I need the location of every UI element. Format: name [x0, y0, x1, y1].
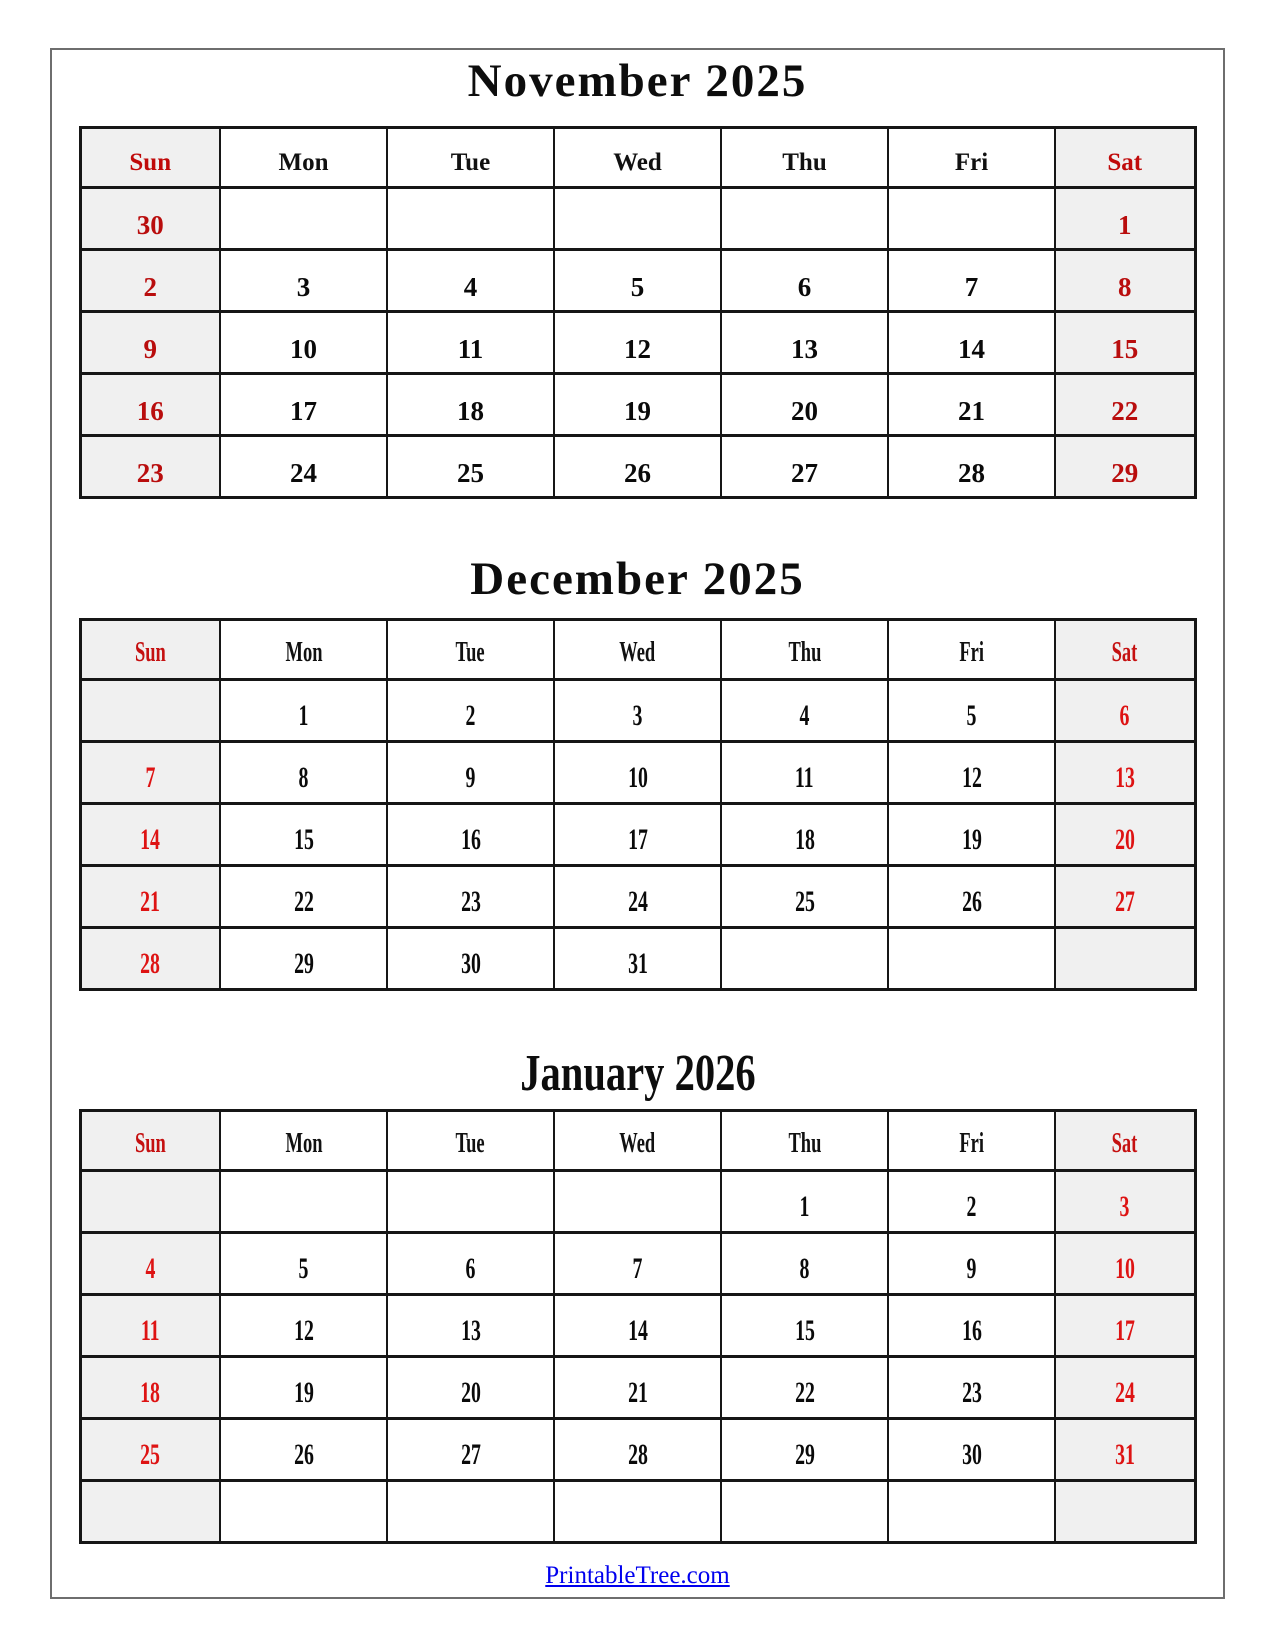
week-row [80, 866, 1195, 928]
weekday-header-thu [721, 128, 888, 188]
day-number: 22 [1111, 396, 1139, 426]
day-cell-14 [80, 804, 220, 866]
day-number: 20 [791, 396, 818, 426]
day-number: 24 [627, 885, 648, 918]
day-cell-empty [1055, 928, 1195, 990]
week-row [80, 1419, 1195, 1481]
week-row [80, 680, 1195, 742]
footer-link[interactable]: PrintableTree.com [545, 1562, 730, 1589]
day-number: 5 [966, 699, 977, 732]
day-cell-20 [721, 374, 888, 436]
day-cell-27 [1055, 866, 1195, 928]
day-number: 3 [632, 699, 643, 732]
day-number: 9 [465, 761, 476, 794]
weekday-header-mon [220, 1111, 387, 1171]
day-cell-5 [220, 1233, 387, 1295]
day-cell-26 [220, 1419, 387, 1481]
day-cell-empty [1055, 1481, 1195, 1543]
day-number: 19 [961, 823, 982, 856]
day-number: 8 [799, 1252, 810, 1285]
day-number: 12 [624, 334, 651, 364]
day-cell-21 [554, 1357, 721, 1419]
day-number: 16 [136, 396, 164, 426]
day-cell-empty [888, 928, 1055, 990]
day-cell-21 [888, 374, 1055, 436]
calendar-title-january-2026 [52, 1045, 1223, 1102]
day-number: 13 [791, 334, 818, 364]
weekday-header-fri [888, 1111, 1055, 1171]
day-number: 2 [143, 272, 157, 302]
day-cell-empty [80, 1171, 220, 1233]
day-number: 2 [465, 699, 476, 732]
day-cell-28 [80, 928, 220, 990]
day-cell-25 [721, 866, 888, 928]
day-number: 13 [460, 1314, 481, 1347]
day-number: 25 [457, 458, 484, 488]
day-number: 15 [293, 823, 314, 856]
day-cell-4 [80, 1233, 220, 1295]
day-number: 17 [1114, 1314, 1135, 1347]
day-number: 28 [958, 458, 985, 488]
day-cell-25 [387, 436, 554, 498]
calendars-container [52, 55, 1223, 1544]
day-number: 6 [797, 272, 812, 302]
day-cell-18 [387, 374, 554, 436]
weekday-header-sat [1055, 128, 1195, 188]
weekday-label: Wed [619, 1128, 656, 1159]
day-number: 19 [293, 1376, 314, 1409]
week-row [80, 250, 1195, 312]
day-cell-24 [220, 436, 387, 498]
day-number: 4 [463, 272, 478, 302]
day-cell-empty [554, 188, 721, 250]
day-number: 26 [961, 885, 982, 918]
day-cell-14 [888, 312, 1055, 374]
day-cell-10 [554, 742, 721, 804]
day-number: 14 [958, 334, 985, 364]
day-cell-20 [387, 1357, 554, 1419]
day-cell-8 [220, 742, 387, 804]
day-cell-3 [554, 680, 721, 742]
day-number: 12 [961, 761, 982, 794]
weekday-label: Mon [278, 149, 329, 176]
day-cell-15 [1055, 312, 1195, 374]
day-number: 8 [1118, 272, 1132, 302]
day-number: 31 [1114, 1438, 1135, 1471]
day-number: 3 [1119, 1190, 1130, 1223]
day-cell-22 [1055, 374, 1195, 436]
day-number: 29 [1111, 458, 1139, 488]
week-row [80, 1171, 1195, 1233]
day-number: 10 [290, 334, 317, 364]
day-cell-3 [1055, 1171, 1195, 1233]
weekday-label: Sun [134, 1128, 166, 1159]
weekday-header-sat [1055, 1111, 1195, 1171]
day-cell-6 [721, 250, 888, 312]
weekday-header-fri [888, 128, 1055, 188]
day-cell-15 [220, 804, 387, 866]
day-cell-23 [888, 1357, 1055, 1419]
day-number: 18 [794, 823, 815, 856]
day-number: 17 [627, 823, 648, 856]
day-cell-29 [220, 928, 387, 990]
day-cell-28 [888, 436, 1055, 498]
day-number: 27 [1114, 885, 1135, 918]
day-number: 4 [799, 699, 810, 732]
week-row [80, 436, 1195, 498]
day-number: 14 [140, 823, 161, 856]
week-row [80, 1233, 1195, 1295]
day-number: 24 [290, 458, 317, 488]
weekday-label: Tue [455, 637, 486, 668]
day-number: 8 [298, 761, 309, 794]
weekday-label: Thu [788, 1128, 821, 1159]
weekday-label: Fri [954, 149, 989, 176]
day-cell-22 [721, 1357, 888, 1419]
weekday-label: Sun [129, 149, 172, 176]
day-number: 24 [1114, 1376, 1135, 1409]
day-cell-empty [721, 1481, 888, 1543]
day-number: 11 [795, 761, 814, 794]
day-cell-16 [888, 1295, 1055, 1357]
day-cell-17 [554, 804, 721, 866]
day-number: 3 [296, 272, 311, 302]
day-number: 23 [136, 458, 164, 488]
day-number: 6 [1119, 699, 1130, 732]
week-row [80, 1481, 1195, 1543]
day-cell-13 [1055, 742, 1195, 804]
day-number: 21 [958, 396, 985, 426]
day-cell-2 [387, 680, 554, 742]
day-number: 5 [298, 1252, 309, 1285]
weekday-header-mon [220, 620, 387, 680]
day-cell-30 [80, 188, 220, 250]
day-cell-31 [554, 928, 721, 990]
day-number: 25 [140, 1438, 161, 1471]
footer [52, 1562, 1223, 1590]
weekday-header-sun [80, 1111, 220, 1171]
day-number: 22 [794, 1376, 815, 1409]
day-number: 13 [1114, 761, 1135, 794]
day-cell-empty [554, 1171, 721, 1233]
weekday-header-sun [80, 620, 220, 680]
day-number: 30 [961, 1438, 982, 1471]
calendar-title-november-2025 [52, 55, 1223, 107]
weekday-label: Tue [450, 149, 491, 176]
day-cell-28 [554, 1419, 721, 1481]
day-cell-11 [80, 1295, 220, 1357]
day-number: 25 [794, 885, 815, 918]
day-cell-empty [387, 1171, 554, 1233]
day-cell-18 [721, 804, 888, 866]
calendar-table-december-2025 [79, 618, 1197, 991]
day-number: 30 [460, 947, 481, 980]
day-number: 17 [290, 396, 317, 426]
day-number: 1 [298, 699, 309, 732]
day-number: 26 [293, 1438, 314, 1471]
weekday-label: Wed [613, 149, 662, 176]
day-cell-21 [80, 866, 220, 928]
day-cell-4 [721, 680, 888, 742]
week-row [80, 374, 1195, 436]
day-cell-1 [721, 1171, 888, 1233]
day-number: 19 [624, 396, 651, 426]
calendar-title-text: November 2025 [467, 55, 808, 107]
weekday-header-tue [387, 620, 554, 680]
day-cell-5 [554, 250, 721, 312]
calendar-table-january-2026 [79, 1109, 1197, 1544]
day-number: 27 [791, 458, 818, 488]
week-row [80, 928, 1195, 990]
calendar-title-text: December 2025 [470, 553, 805, 605]
day-cell-empty [888, 1481, 1055, 1543]
day-cell-30 [387, 928, 554, 990]
day-number: 7 [145, 761, 156, 794]
day-number: 15 [794, 1314, 815, 1347]
weekday-header-sat [1055, 620, 1195, 680]
day-number: 21 [140, 885, 161, 918]
day-number: 26 [624, 458, 651, 488]
day-cell-17 [220, 374, 387, 436]
calendar-table-november-2025 [79, 126, 1197, 499]
day-cell-11 [387, 312, 554, 374]
day-cell-2 [888, 1171, 1055, 1233]
weekday-label: Thu [782, 149, 827, 176]
day-cell-empty [554, 1481, 721, 1543]
weekday-label: Thu [788, 637, 821, 668]
day-number: 6 [465, 1252, 476, 1285]
weekday-header-thu [721, 620, 888, 680]
day-number: 31 [627, 947, 648, 980]
weekday-header-tue [387, 1111, 554, 1171]
day-cell-19 [220, 1357, 387, 1419]
day-cell-23 [80, 436, 220, 498]
day-cell-empty [220, 1481, 387, 1543]
day-cell-9 [888, 1233, 1055, 1295]
weekday-label: Mon [285, 637, 322, 668]
day-number: 29 [794, 1438, 815, 1471]
day-number: 23 [460, 885, 481, 918]
day-cell-26 [554, 436, 721, 498]
page-border-frame [50, 48, 1225, 1599]
day-cell-12 [888, 742, 1055, 804]
day-number: 12 [293, 1314, 314, 1347]
day-cell-7 [554, 1233, 721, 1295]
day-number: 10 [1114, 1252, 1135, 1285]
weekday-header-tue [387, 128, 554, 188]
day-cell-2 [80, 250, 220, 312]
day-number: 9 [143, 334, 157, 364]
day-number: 18 [140, 1376, 161, 1409]
day-cell-empty [387, 188, 554, 250]
day-cell-16 [80, 374, 220, 436]
calendar-title-text: January 2026 [519, 1045, 756, 1102]
day-cell-22 [220, 866, 387, 928]
week-row [80, 742, 1195, 804]
day-cell-empty [80, 680, 220, 742]
day-number: 5 [630, 272, 645, 302]
day-cell-13 [387, 1295, 554, 1357]
day-number: 11 [457, 334, 484, 364]
day-cell-27 [721, 436, 888, 498]
day-number: 16 [460, 823, 481, 856]
day-number: 28 [627, 1438, 648, 1471]
day-number: 20 [1114, 823, 1135, 856]
weekday-label: Sun [134, 637, 166, 668]
week-row [80, 188, 1195, 250]
weekday-header-sun [80, 128, 220, 188]
day-number: 30 [136, 210, 164, 240]
weekday-label: Fri [959, 637, 984, 668]
day-cell-5 [888, 680, 1055, 742]
day-cell-29 [1055, 436, 1195, 498]
weekday-label: Sat [1111, 1128, 1138, 1159]
day-cell-24 [1055, 1357, 1195, 1419]
day-number: 27 [460, 1438, 481, 1471]
day-cell-19 [888, 804, 1055, 866]
day-cell-1 [1055, 188, 1195, 250]
day-cell-16 [387, 804, 554, 866]
weekday-label: Mon [285, 1128, 322, 1159]
day-number: 9 [966, 1252, 977, 1285]
day-cell-empty [220, 188, 387, 250]
day-cell-empty [888, 188, 1055, 250]
day-number: 10 [627, 761, 648, 794]
day-cell-empty [220, 1171, 387, 1233]
day-number: 22 [293, 885, 314, 918]
day-number: 29 [293, 947, 314, 980]
day-number: 28 [140, 947, 161, 980]
day-cell-17 [1055, 1295, 1195, 1357]
day-number: 21 [627, 1376, 648, 1409]
day-cell-10 [1055, 1233, 1195, 1295]
day-number: 15 [1111, 334, 1139, 364]
day-cell-27 [387, 1419, 554, 1481]
day-cell-31 [1055, 1419, 1195, 1481]
day-cell-13 [721, 312, 888, 374]
day-number: 7 [632, 1252, 643, 1285]
day-cell-7 [80, 742, 220, 804]
day-cell-empty [721, 188, 888, 250]
day-cell-empty [721, 928, 888, 990]
day-cell-20 [1055, 804, 1195, 866]
day-number: 1 [799, 1190, 810, 1223]
weekday-label: Sat [1111, 637, 1138, 668]
day-number: 14 [627, 1314, 648, 1347]
day-cell-10 [220, 312, 387, 374]
weekday-header-thu [721, 1111, 888, 1171]
day-cell-19 [554, 374, 721, 436]
day-cell-25 [80, 1419, 220, 1481]
weekday-header-row [80, 620, 1195, 680]
day-cell-7 [888, 250, 1055, 312]
day-cell-6 [1055, 680, 1195, 742]
day-cell-9 [80, 312, 220, 374]
weekday-header-row [80, 128, 1195, 188]
day-cell-26 [888, 866, 1055, 928]
day-cell-6 [387, 1233, 554, 1295]
day-number: 7 [964, 272, 979, 302]
day-cell-23 [387, 866, 554, 928]
day-cell-empty [387, 1481, 554, 1543]
day-number: 2 [966, 1190, 977, 1223]
weekday-header-wed [554, 1111, 721, 1171]
day-cell-12 [554, 312, 721, 374]
weekday-header-wed [554, 128, 721, 188]
week-row [80, 1357, 1195, 1419]
day-number: 11 [140, 1314, 160, 1347]
day-cell-14 [554, 1295, 721, 1357]
weekday-header-mon [220, 128, 387, 188]
day-cell-24 [554, 866, 721, 928]
day-cell-18 [80, 1357, 220, 1419]
day-cell-8 [721, 1233, 888, 1295]
day-number: 23 [961, 1376, 982, 1409]
day-number: 18 [457, 396, 484, 426]
day-cell-1 [220, 680, 387, 742]
day-number: 4 [145, 1252, 156, 1285]
day-number: 20 [460, 1376, 481, 1409]
weekday-label: Sat [1107, 149, 1143, 176]
day-cell-8 [1055, 250, 1195, 312]
day-number: 16 [961, 1314, 982, 1347]
week-row [80, 804, 1195, 866]
weekday-label: Wed [619, 637, 656, 668]
weekday-header-fri [888, 620, 1055, 680]
week-row [80, 1295, 1195, 1357]
day-cell-4 [387, 250, 554, 312]
week-row [80, 312, 1195, 374]
weekday-label: Fri [959, 1128, 984, 1159]
weekday-header-row [80, 1111, 1195, 1171]
day-cell-11 [721, 742, 888, 804]
weekday-header-wed [554, 620, 721, 680]
day-cell-3 [220, 250, 387, 312]
day-cell-29 [721, 1419, 888, 1481]
calendar-title-december-2025 [52, 553, 1223, 605]
weekday-label: Tue [455, 1128, 486, 1159]
day-cell-30 [888, 1419, 1055, 1481]
day-cell-12 [220, 1295, 387, 1357]
day-cell-9 [387, 742, 554, 804]
day-cell-15 [721, 1295, 888, 1357]
day-number: 1 [1118, 210, 1132, 240]
day-cell-empty [80, 1481, 220, 1543]
